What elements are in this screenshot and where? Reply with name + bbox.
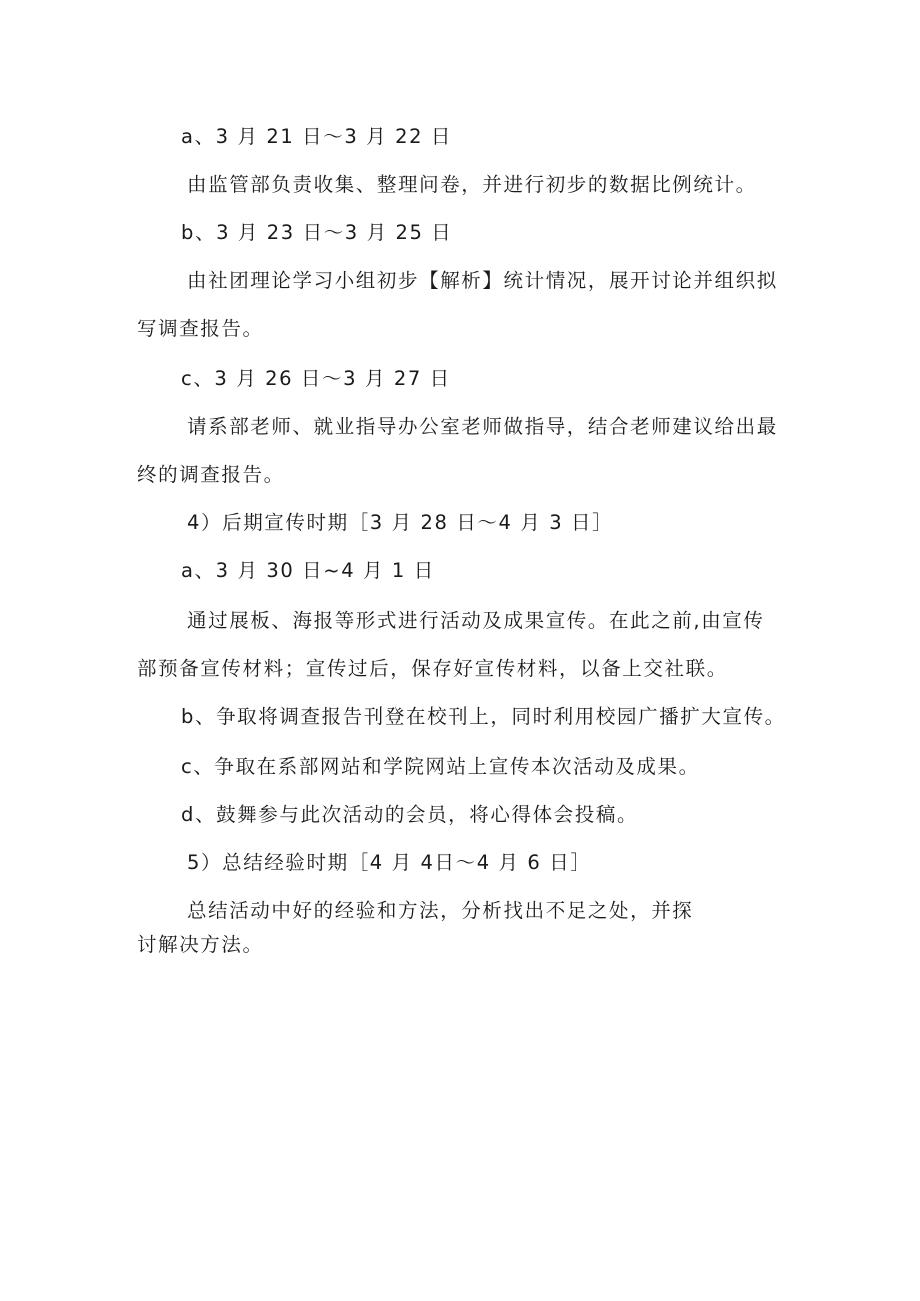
- section-4-item-a-text-line-1: 通过展板、海报等形式进行活动及成果宣传。在此之前,由宣传: [187, 609, 765, 632]
- section-4-item-d: d、鼓舞参与此次活动的会员，将心得体会投稿。: [181, 803, 639, 826]
- schedule-item-c-date: c、3 月 26 日～3 月 27 日: [181, 367, 451, 390]
- section-4-item-a-date: a、3 月 30 日~4 月 1 日: [181, 559, 435, 582]
- schedule-item-a-date: a、3 月 21 日～3 月 22 日: [181, 125, 452, 148]
- schedule-item-a-text: 由监管部负责收集、整理问卷，并进行初步的数据比例统计。: [187, 173, 757, 196]
- schedule-item-b-text-line-2: 写调查报告。: [137, 317, 264, 340]
- section-5-text-line-2: 讨解决方法。: [137, 933, 264, 956]
- schedule-item-b-date: b、3 月 23 日～3 月 25 日: [181, 221, 453, 244]
- section-4-heading: 4）后期宣传时期［3 月 28 日～4 月 3 日］: [187, 511, 614, 534]
- section-4-item-c: c、争取在系部网站和学院网站上宣传本次活动及成果。: [181, 755, 700, 778]
- section-5-text-line-1: 总结活动中好的经验和方法，分析找出不足之处，并探: [187, 899, 694, 922]
- section-4-item-a-text-line-2: 部预备宣传材料；宣传过后，保存好宣传材料，以备上交社联。: [137, 657, 728, 680]
- schedule-item-c-text-line-2: 终的调查报告。: [137, 463, 285, 486]
- section-4-item-b: b、争取将调查报告刊登在校刊上，同时利用校园广播扩大宣传。: [181, 705, 786, 728]
- schedule-item-c-text-line-1: 请系部老师、就业指导办公室老师做指导，结合老师建议给出最: [187, 415, 778, 438]
- section-5-heading: 5）总结经验时期［4 月 4日～4 月 6 日］: [187, 851, 592, 874]
- schedule-item-b-text-line-1: 由社团理论学习小组初步【解析】统计情况，展开讨论并组织拟: [187, 269, 778, 292]
